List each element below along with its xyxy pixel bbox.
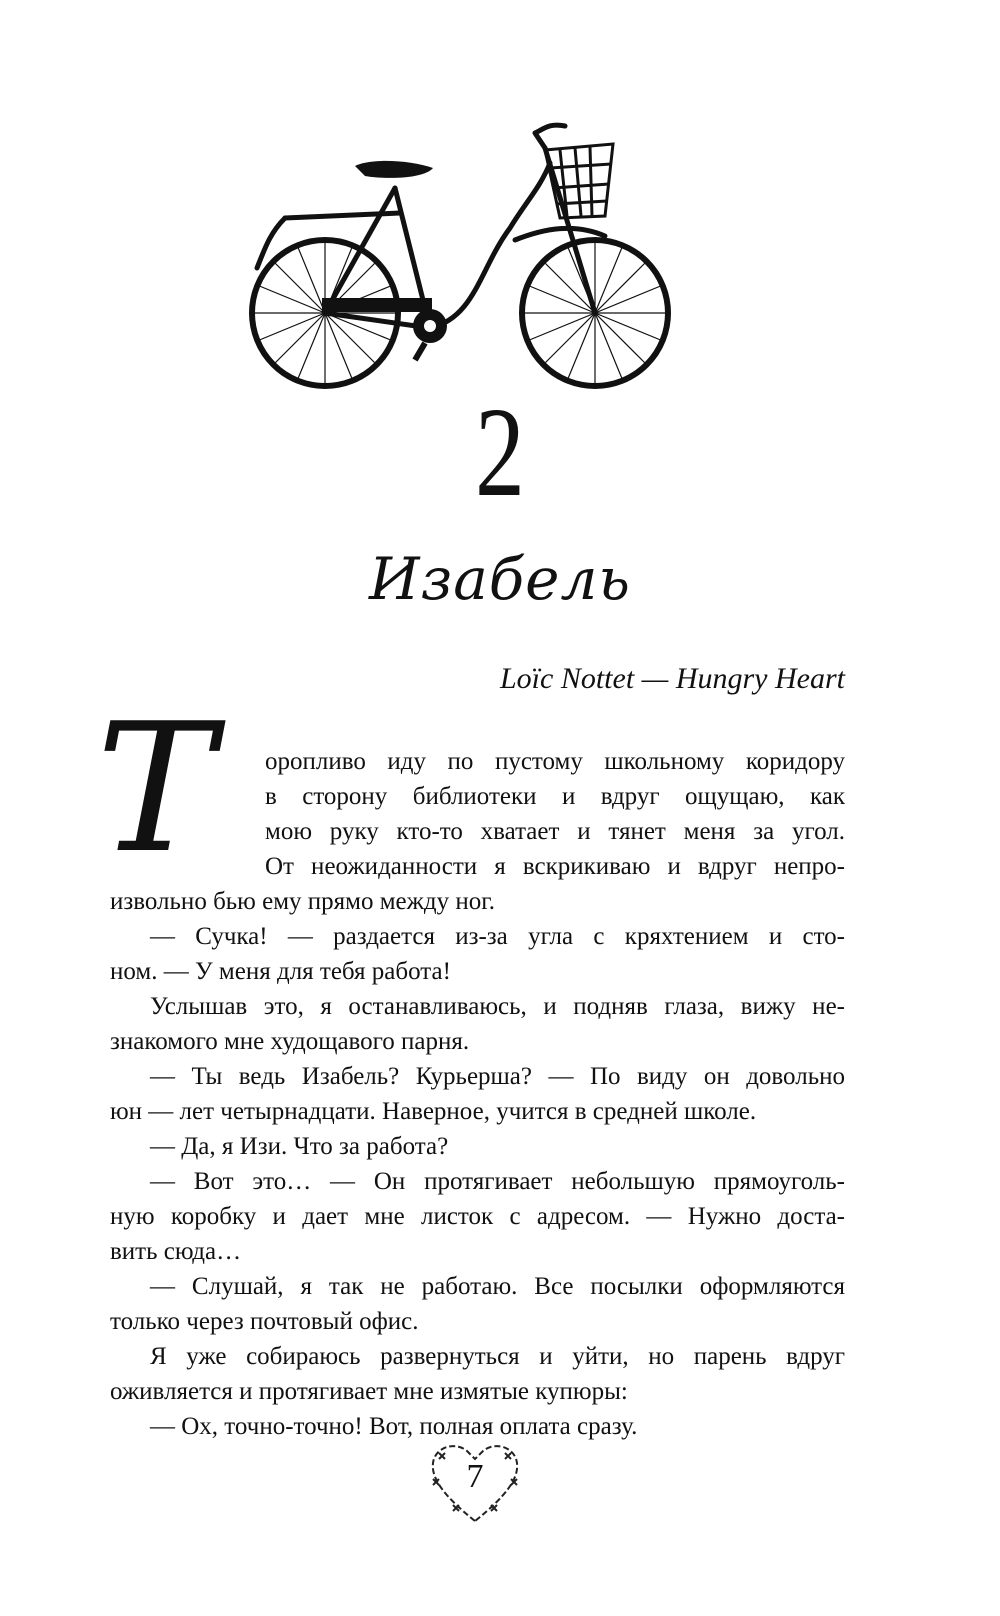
text-line: — Слушай, я так не работаю. Все посылки оформляются <box>150 1273 845 1300</box>
text-line: оживляется и протягивает мне измятые купюры: <box>110 1378 628 1405</box>
epigraph: Loïc Nottet — Hungry Heart <box>500 662 845 695</box>
text-line: — Вот это… — Он протягивает небольшую прямоуголь- <box>150 1168 845 1195</box>
text-line: — Сучка! — раздается из-за угла с кряхтением и сто- <box>150 923 845 950</box>
text-line: — Да, я Изи. Что за работа? <box>150 1133 449 1160</box>
text-line: мою руку кто-то хватает и тянет меня за угол. <box>265 818 845 845</box>
text-line: Я уже собираюсь развернуться и уйти, но парень вдруг <box>150 1343 845 1370</box>
text-line: извольно бью ему прямо между ног. <box>110 888 495 915</box>
page-number: 7 <box>466 1458 484 1495</box>
chapter-title: Изабель <box>368 545 632 613</box>
text-line: — Ты ведь Изабель? Курьерша? — По виду он довольно <box>150 1063 845 1090</box>
text-line: в сторону библиотеки и вдруг ощущаю, как <box>265 783 845 810</box>
chapter-number: 2 <box>475 381 525 523</box>
text-line: только через почтовый офис. <box>110 1308 419 1335</box>
text-line: знакомого мне худощавого парня. <box>110 1028 470 1055</box>
bicycle-icon <box>245 108 715 408</box>
text-line: ную коробку и дает мне листок с адресом. — Нужно доста- <box>110 1203 845 1230</box>
text-line: От неожиданности я вскрикиваю и вдруг непро- <box>265 853 845 880</box>
body-text <box>110 744 845 1444</box>
text-line: юн — лет четырнадцати. Наверное, учится в средней школе. <box>110 1098 757 1125</box>
drop-cap: Т <box>96 685 215 892</box>
text-line: Услышав это, я останавливаюсь, и подняв глаза, вижу не- <box>150 993 845 1020</box>
text-line: вить сюда… <box>110 1238 242 1265</box>
text-line: — Ох, точно-точно! Вот, полная оплата сразу. <box>150 1413 638 1440</box>
text-line: ном. — У меня для тебя работа! <box>110 958 451 985</box>
text-line: оропливо иду по пустому школьному коридору <box>265 748 845 775</box>
